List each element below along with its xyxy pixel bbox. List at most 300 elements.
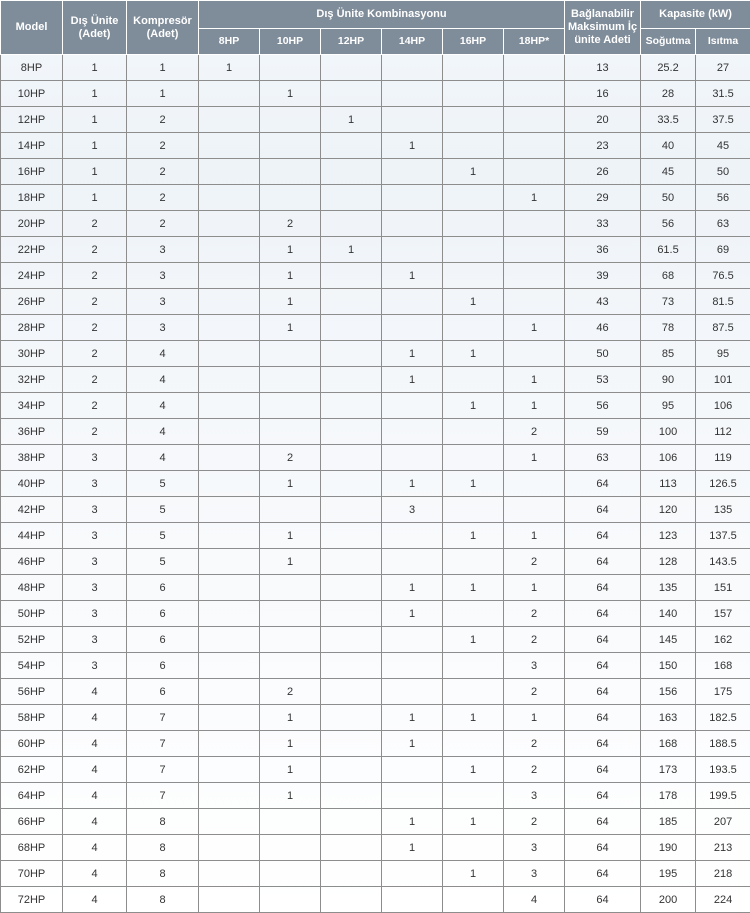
cell-compressor: 2 [127,159,199,185]
cell-combo-16hp [443,107,504,133]
cell-heating: 188.5 [696,731,750,757]
cell-outdoor-units: 3 [63,653,127,679]
header-combination: Dış Ünite Kombinasyonu [199,1,565,29]
cell-heating: 76.5 [696,263,750,289]
cell-cooling: 45 [641,159,696,185]
table-row [1,367,750,393]
cell-heating: 63 [696,211,750,237]
cell-cooling: 185 [641,809,696,835]
cell-combo-16hp: 1 [443,575,504,601]
cell-combo-8hp [199,471,260,497]
cell-model: 66HP [1,809,63,835]
cell-combo-18hp [504,341,565,367]
cell-combo-8hp [199,159,260,185]
table-row [1,757,750,783]
table-row [1,783,750,809]
cell-outdoor-units: 2 [63,393,127,419]
cell-combo-10hp [260,107,321,133]
table-row [1,601,750,627]
cell-combo-8hp [199,445,260,471]
cell-outdoor-units: 2 [63,341,127,367]
table-row [1,289,750,315]
cell-max-indoor: 13 [565,55,641,81]
cell-heating: 101 [696,367,750,393]
cell-combo-14hp: 1 [382,341,443,367]
cell-combo-14hp [382,393,443,419]
header-combo-10hp: 10HP [260,29,321,55]
cell-combo-14hp [382,237,443,263]
cell-combo-8hp [199,289,260,315]
cell-outdoor-units: 1 [63,159,127,185]
cell-combo-16hp: 1 [443,809,504,835]
cell-combo-12hp [321,757,382,783]
cell-combo-8hp [199,679,260,705]
cell-model: 36HP [1,419,63,445]
cell-heating: 213 [696,835,750,861]
cell-combo-18hp: 1 [504,185,565,211]
cell-combo-14hp: 3 [382,497,443,523]
table-row [1,575,750,601]
cell-max-indoor: 20 [565,107,641,133]
cell-combo-12hp [321,289,382,315]
cell-combo-8hp [199,81,260,107]
cell-combo-16hp [443,783,504,809]
cell-compressor: 2 [127,133,199,159]
cell-combo-8hp [199,107,260,133]
cell-model: 20HP [1,211,63,237]
cell-compressor: 8 [127,835,199,861]
cell-outdoor-units: 4 [63,731,127,757]
cell-combo-16hp [443,263,504,289]
cell-heating: 199.5 [696,783,750,809]
cell-cooling: 73 [641,289,696,315]
cell-heating: 50 [696,159,750,185]
cell-cooling: 190 [641,835,696,861]
table-row [1,133,750,159]
cell-combo-14hp: 1 [382,835,443,861]
cell-outdoor-units: 4 [63,757,127,783]
cell-combo-12hp [321,393,382,419]
cell-combo-16hp [443,55,504,81]
cell-combo-8hp [199,861,260,887]
cell-combo-10hp [260,653,321,679]
cell-heating: 168 [696,653,750,679]
cell-max-indoor: 64 [565,497,641,523]
cell-combo-12hp [321,445,382,471]
cell-combo-8hp [199,133,260,159]
cell-cooling: 173 [641,757,696,783]
cell-combo-16hp [443,315,504,341]
table-row [1,341,750,367]
cell-heating: 207 [696,809,750,835]
cell-combo-10hp [260,367,321,393]
cell-compressor: 8 [127,861,199,887]
table-row [1,445,750,471]
cell-compressor: 2 [127,211,199,237]
cell-combo-10hp [260,627,321,653]
cell-cooling: 95 [641,393,696,419]
cell-combo-18hp: 3 [504,653,565,679]
cell-combo-14hp [382,653,443,679]
cell-combo-10hp [260,133,321,159]
cell-cooling: 145 [641,627,696,653]
cell-combo-10hp [260,497,321,523]
cell-outdoor-units: 4 [63,887,127,913]
cell-combo-14hp: 1 [382,133,443,159]
cell-combo-10hp [260,887,321,913]
cell-combo-16hp [443,211,504,237]
cell-combo-18hp: 2 [504,731,565,757]
cell-combo-16hp: 1 [443,471,504,497]
cell-outdoor-units: 4 [63,835,127,861]
cell-compressor: 5 [127,497,199,523]
cell-combo-18hp: 1 [504,393,565,419]
cell-cooling: 163 [641,705,696,731]
cell-combo-18hp: 2 [504,601,565,627]
cell-combo-10hp: 1 [260,471,321,497]
cell-model: 72HP [1,887,63,913]
cell-combo-12hp [321,133,382,159]
cell-combo-18hp [504,133,565,159]
cell-combo-12hp [321,471,382,497]
cell-combo-10hp [260,55,321,81]
cell-combo-10hp [260,835,321,861]
header-combo-14hp: 14HP [382,29,443,55]
cell-cooling: 168 [641,731,696,757]
cell-heating: 119 [696,445,750,471]
cell-combo-16hp: 1 [443,861,504,887]
cell-cooling: 195 [641,861,696,887]
cell-combo-10hp [260,185,321,211]
cell-outdoor-units: 2 [63,263,127,289]
cell-combo-16hp [443,133,504,159]
cell-combo-14hp [382,107,443,133]
header-heating: Isıtma [696,29,750,55]
cell-combo-12hp [321,497,382,523]
cell-model: 54HP [1,653,63,679]
cell-cooling: 178 [641,783,696,809]
cell-combo-14hp [382,159,443,185]
cell-combo-8hp: 1 [199,55,260,81]
table-row [1,497,750,523]
cell-combo-14hp [382,783,443,809]
cell-combo-16hp [443,81,504,107]
cell-max-indoor: 33 [565,211,641,237]
cell-combo-10hp [260,341,321,367]
cell-combo-8hp [199,315,260,341]
cell-cooling: 78 [641,315,696,341]
cell-combo-12hp [321,575,382,601]
table-header [1,1,750,55]
cell-combo-12hp [321,679,382,705]
cell-combo-18hp: 1 [504,367,565,393]
cell-combo-12hp: 1 [321,237,382,263]
cell-combo-12hp [321,315,382,341]
cell-combo-16hp [443,237,504,263]
cell-max-indoor: 36 [565,237,641,263]
cell-combo-12hp [321,341,382,367]
cell-model: 62HP [1,757,63,783]
cell-model: 58HP [1,705,63,731]
cell-compressor: 7 [127,731,199,757]
cell-compressor: 3 [127,263,199,289]
cell-combo-18hp: 1 [504,705,565,731]
cell-compressor: 4 [127,445,199,471]
cell-cooling: 28 [641,81,696,107]
cell-combo-8hp [199,523,260,549]
cell-outdoor-units: 4 [63,705,127,731]
cell-outdoor-units: 1 [63,185,127,211]
table-row [1,107,750,133]
cell-combo-12hp [321,55,382,81]
cell-combo-16hp [443,497,504,523]
cell-model: 8HP [1,55,63,81]
cell-combo-10hp [260,809,321,835]
header-max-indoor: Bağlanabilir Maksimum İç ünite Adeti [565,1,641,55]
cell-combo-12hp [321,731,382,757]
cell-combo-8hp [199,731,260,757]
cell-cooling: 100 [641,419,696,445]
cell-max-indoor: 50 [565,341,641,367]
cell-combo-18hp [504,471,565,497]
cell-cooling: 200 [641,887,696,913]
table-row [1,705,750,731]
cell-cooling: 156 [641,679,696,705]
cell-cooling: 85 [641,341,696,367]
cell-heating: 87.5 [696,315,750,341]
cell-combo-16hp: 1 [443,289,504,315]
cell-combo-16hp [443,185,504,211]
cell-combo-18hp: 1 [504,445,565,471]
cell-combo-14hp [382,211,443,237]
cell-combo-14hp [382,315,443,341]
cell-max-indoor: 64 [565,653,641,679]
cell-model: 28HP [1,315,63,341]
header-outdoor-units: Dış Ünite (Adet) [63,1,127,55]
cell-outdoor-units: 3 [63,575,127,601]
cell-combo-16hp [443,601,504,627]
cell-model: 10HP [1,81,63,107]
table-row [1,731,750,757]
cell-combo-8hp [199,237,260,263]
cell-max-indoor: 43 [565,289,641,315]
cell-combo-8hp [199,705,260,731]
cell-combo-14hp: 1 [382,263,443,289]
cell-combo-10hp: 1 [260,315,321,341]
cell-combo-18hp: 3 [504,783,565,809]
cell-outdoor-units: 3 [63,601,127,627]
cell-heating: 143.5 [696,549,750,575]
cell-combo-18hp: 2 [504,757,565,783]
cell-compressor: 5 [127,523,199,549]
cell-combo-14hp: 1 [382,575,443,601]
cell-combo-16hp: 1 [443,341,504,367]
cell-combo-12hp [321,861,382,887]
cell-combo-8hp [199,263,260,289]
cell-combo-16hp: 1 [443,523,504,549]
table-row [1,159,750,185]
cell-heating: 56 [696,185,750,211]
cell-combo-18hp: 2 [504,809,565,835]
cell-heating: 112 [696,419,750,445]
cell-combo-10hp: 2 [260,445,321,471]
cell-combo-10hp: 1 [260,237,321,263]
cell-max-indoor: 64 [565,575,641,601]
cell-combo-14hp [382,81,443,107]
cell-compressor: 4 [127,367,199,393]
cell-outdoor-units: 3 [63,445,127,471]
cell-max-indoor: 64 [565,549,641,575]
cell-combo-14hp [382,523,443,549]
cell-heating: 45 [696,133,750,159]
cell-combo-10hp: 1 [260,549,321,575]
cell-heating: 135 [696,497,750,523]
cell-model: 68HP [1,835,63,861]
cell-combo-12hp [321,835,382,861]
cell-max-indoor: 26 [565,159,641,185]
header-cooling: Soğutma [641,29,696,55]
cell-heating: 95 [696,341,750,367]
cell-combo-16hp: 1 [443,757,504,783]
cell-combo-18hp: 4 [504,887,565,913]
cell-combo-8hp [199,341,260,367]
cell-max-indoor: 64 [565,627,641,653]
cell-model: 12HP [1,107,63,133]
cell-combo-14hp: 1 [382,471,443,497]
cell-model: 38HP [1,445,63,471]
cell-combo-14hp: 1 [382,809,443,835]
table-row [1,887,750,913]
table-row [1,471,750,497]
cell-outdoor-units: 1 [63,55,127,81]
cell-combo-8hp [199,185,260,211]
cell-combo-12hp [321,81,382,107]
cell-model: 30HP [1,341,63,367]
cell-combo-18hp [504,55,565,81]
table-row [1,55,750,81]
cell-cooling: 128 [641,549,696,575]
cell-compressor: 7 [127,705,199,731]
cell-combo-10hp: 1 [260,289,321,315]
cell-combo-8hp [199,211,260,237]
cell-outdoor-units: 3 [63,549,127,575]
cell-model: 16HP [1,159,63,185]
cell-combo-8hp [199,601,260,627]
cell-max-indoor: 64 [565,835,641,861]
cell-outdoor-units: 1 [63,107,127,133]
cell-combo-10hp: 2 [260,679,321,705]
cell-heating: 157 [696,601,750,627]
cell-combo-18hp: 1 [504,575,565,601]
cell-combo-14hp: 1 [382,367,443,393]
cell-combo-10hp: 2 [260,211,321,237]
cell-heating: 193.5 [696,757,750,783]
cell-heating: 151 [696,575,750,601]
cell-outdoor-units: 2 [63,211,127,237]
cell-combo-10hp [260,861,321,887]
header-combo-18hp: 18HP* [504,29,565,55]
cell-combo-18hp [504,211,565,237]
cell-compressor: 3 [127,289,199,315]
cell-combo-16hp [443,445,504,471]
cell-combo-16hp [443,887,504,913]
cell-cooling: 135 [641,575,696,601]
cell-model: 40HP [1,471,63,497]
table-row [1,185,750,211]
cell-combo-14hp: 1 [382,705,443,731]
cell-combo-12hp [321,705,382,731]
cell-cooling: 50 [641,185,696,211]
cell-outdoor-units: 3 [63,471,127,497]
cell-max-indoor: 64 [565,601,641,627]
cell-combo-14hp: 1 [382,731,443,757]
cell-compressor: 5 [127,471,199,497]
cell-model: 32HP [1,367,63,393]
cell-heating: 182.5 [696,705,750,731]
header-combo-8hp: 8HP [199,29,260,55]
cell-combo-10hp [260,601,321,627]
cell-model: 14HP [1,133,63,159]
table-row [1,861,750,887]
header-model: Model [1,1,63,55]
cell-max-indoor: 64 [565,679,641,705]
cell-combo-8hp [199,419,260,445]
cell-cooling: 140 [641,601,696,627]
cell-combo-16hp [443,549,504,575]
table-row [1,627,750,653]
cell-cooling: 106 [641,445,696,471]
cell-compressor: 4 [127,419,199,445]
cell-model: 44HP [1,523,63,549]
cell-combo-12hp [321,887,382,913]
cell-compressor: 2 [127,185,199,211]
cell-outdoor-units: 1 [63,133,127,159]
cell-outdoor-units: 2 [63,367,127,393]
cell-max-indoor: 46 [565,315,641,341]
cell-combo-18hp [504,81,565,107]
cell-cooling: 40 [641,133,696,159]
cell-cooling: 68 [641,263,696,289]
cell-combo-16hp: 1 [443,627,504,653]
cell-combo-10hp: 1 [260,731,321,757]
cell-combo-10hp [260,575,321,601]
cell-combo-14hp [382,419,443,445]
cell-combo-18hp: 1 [504,523,565,549]
cell-combo-18hp: 2 [504,679,565,705]
cell-combo-12hp [321,419,382,445]
cell-model: 50HP [1,601,63,627]
table-row [1,419,750,445]
cell-combo-18hp [504,263,565,289]
cell-combo-16hp: 1 [443,159,504,185]
cell-outdoor-units: 4 [63,809,127,835]
cell-max-indoor: 64 [565,705,641,731]
cell-combo-18hp: 1 [504,315,565,341]
table-row [1,263,750,289]
cell-combo-18hp: 3 [504,835,565,861]
cell-combo-12hp [321,549,382,575]
cell-max-indoor: 16 [565,81,641,107]
cell-combo-12hp [321,367,382,393]
table-body [1,55,750,913]
cell-combo-8hp [199,627,260,653]
cell-model: 52HP [1,627,63,653]
cell-combo-18hp: 2 [504,419,565,445]
cell-combo-14hp [382,185,443,211]
cell-compressor: 1 [127,55,199,81]
cell-heating: 69 [696,237,750,263]
cell-cooling: 113 [641,471,696,497]
